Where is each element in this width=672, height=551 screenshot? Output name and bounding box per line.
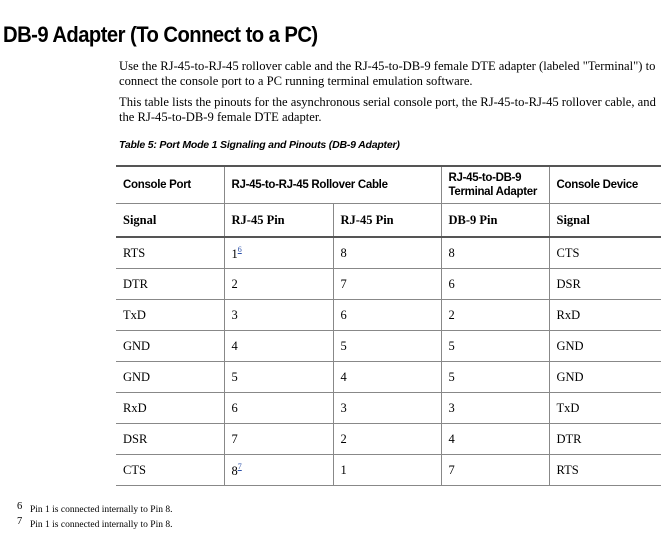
column-header-rj45-pin-b: RJ-45 Pin	[333, 204, 441, 238]
cell-device-signal-value: GND	[556, 369, 584, 384]
group-header-terminal-adapter: RJ-45-to-DB-9 Terminal Adapter	[441, 166, 549, 204]
cell-rj45-pin-b-value: 6	[340, 307, 347, 322]
footnote-number: 6	[17, 501, 23, 512]
group-header-row	[116, 166, 661, 204]
cell-rj45-pin-a-value: 2	[231, 276, 238, 291]
cell-device-signal	[549, 362, 661, 393]
cell-db9-pin	[441, 362, 549, 393]
cell-device-signal	[549, 455, 661, 486]
column-header-device-signal: Signal	[549, 204, 661, 238]
cell-device-signal-value: DSR	[556, 276, 581, 291]
cell-rj45-pin-b-value: 1	[340, 462, 347, 477]
table-row	[116, 237, 661, 269]
cell-console-signal	[116, 424, 224, 455]
table-row	[116, 362, 661, 393]
table-row	[116, 455, 661, 486]
cell-console-signal	[116, 300, 224, 331]
cell-db9-pin-value: 5	[448, 338, 455, 353]
cell-db9-pin-value: 6	[448, 276, 455, 291]
cell-rj45-pin-b-value: 8	[340, 245, 347, 260]
cell-console-signal-value: CTS	[123, 462, 146, 477]
cell-db9-pin	[441, 393, 549, 424]
cell-console-signal	[116, 455, 224, 486]
group-header-rollover-cable: RJ-45-to-RJ-45 Rollover Cable	[224, 166, 441, 204]
cell-rj45-pin-a	[224, 424, 333, 455]
cell-rj45-pin-b	[333, 300, 441, 331]
column-header-row	[116, 204, 661, 238]
column-header-signal: Signal	[116, 204, 224, 238]
table-description-paragraph: This table lists the pinouts for the asynchronous serial console port, the RJ-45-to-RJ-45 rollover cable, and the RJ-45-to-DB-9 female DTE adapter.	[119, 95, 656, 124]
cell-rj45-pin-b	[333, 269, 441, 300]
table-row	[116, 393, 661, 424]
cell-rj45-pin-a	[224, 455, 333, 486]
cell-rj45-pin-b	[333, 455, 441, 486]
footnote-text: Pin 1 is connected internally to Pin 8.	[30, 505, 173, 515]
intro-paragraph: Use the RJ-45-to-RJ-45 rollover cable and the RJ-45-to-DB-9 female DTE adapter (labeled "Terminal") to connect the console port to a PC running terminal emulation software.	[119, 59, 656, 88]
cell-rj45-pin-a-value: 3	[231, 307, 238, 322]
cell-device-signal-value: DTR	[556, 431, 582, 446]
cell-rj45-pin-a-value: 1	[231, 246, 238, 261]
group-header-console-port: Console Port	[116, 166, 224, 204]
cell-rj45-pin-b-value: 7	[340, 276, 347, 291]
column-header-db9-pin: DB-9 Pin	[441, 204, 549, 238]
footnote-reference-link[interactable]: 7	[237, 461, 242, 471]
cell-rj45-pin-b	[333, 362, 441, 393]
table-caption: Table 5: Port Mode 1 Signaling and Pinouts (DB-9 Adapter)	[119, 139, 400, 151]
cell-rj45-pin-a-value: 4	[231, 338, 238, 353]
cell-db9-pin-value: 7	[448, 462, 455, 477]
cell-device-signal	[549, 393, 661, 424]
cell-rj45-pin-a-value: 6	[231, 400, 238, 415]
cell-db9-pin-value: 4	[448, 431, 455, 446]
table-row	[116, 331, 661, 362]
cell-db9-pin	[441, 424, 549, 455]
page-heading: DB-9 Adapter (To Connect to a PC)	[3, 22, 318, 47]
cell-rj45-pin-b-value: 4	[340, 369, 347, 384]
cell-db9-pin	[441, 237, 549, 269]
cell-rj45-pin-a	[224, 300, 333, 331]
cell-device-signal-value: GND	[556, 338, 584, 353]
cell-db9-pin-value: 3	[448, 400, 455, 415]
cell-device-signal	[549, 331, 661, 362]
cell-device-signal-value: CTS	[556, 245, 580, 260]
cell-rj45-pin-a	[224, 237, 333, 269]
cell-console-signal-value: DSR	[123, 431, 148, 446]
footnote-reference-link[interactable]: 6	[237, 244, 242, 254]
cell-console-signal-value: TxD	[123, 307, 146, 322]
cell-rj45-pin-b	[333, 393, 441, 424]
cell-db9-pin	[441, 269, 549, 300]
footnote-6	[17, 501, 172, 515]
cell-db9-pin	[441, 300, 549, 331]
cell-rj45-pin-b-value: 5	[340, 338, 347, 353]
cell-rj45-pin-a-value: 7	[231, 431, 238, 446]
column-header-rj45-pin-a: RJ-45 Pin	[224, 204, 333, 238]
cell-rj45-pin-b	[333, 237, 441, 269]
cell-device-signal	[549, 269, 661, 300]
cell-device-signal-value: RxD	[556, 307, 581, 322]
cell-rj45-pin-a-value: 5	[231, 369, 238, 384]
cell-console-signal-value: DTR	[123, 276, 148, 291]
cell-db9-pin	[441, 455, 549, 486]
cell-console-signal-value: RTS	[123, 245, 146, 260]
cell-device-signal-value: TxD	[556, 400, 580, 415]
cell-rj45-pin-a	[224, 393, 333, 424]
cell-device-signal	[549, 237, 661, 269]
cell-rj45-pin-a	[224, 331, 333, 362]
table-row	[116, 424, 661, 455]
group-header-console-device: Console Device	[549, 166, 661, 204]
cell-db9-pin-value: 5	[448, 369, 455, 384]
cell-console-signal	[116, 393, 224, 424]
cell-device-signal	[549, 424, 661, 455]
cell-db9-pin	[441, 331, 549, 362]
cell-rj45-pin-a	[224, 362, 333, 393]
cell-rj45-pin-b	[333, 424, 441, 455]
cell-rj45-pin-a-value: 8	[231, 463, 238, 478]
footnote-7	[17, 516, 172, 530]
cell-rj45-pin-a	[224, 269, 333, 300]
cell-rj45-pin-b-value: 2	[340, 431, 347, 446]
footnote-number: 7	[17, 516, 23, 527]
cell-console-signal	[116, 331, 224, 362]
cell-db9-pin-value: 8	[448, 245, 455, 260]
footnote-text: Pin 1 is connected internally to Pin 8.	[30, 520, 173, 530]
cell-console-signal-value: GND	[123, 338, 151, 353]
cell-console-signal	[116, 362, 224, 393]
cell-rj45-pin-b-value: 3	[340, 400, 347, 415]
cell-console-signal-value: RxD	[123, 400, 147, 415]
table-row	[116, 300, 661, 331]
cell-rj45-pin-b	[333, 331, 441, 362]
table-row	[116, 269, 661, 300]
cell-device-signal	[549, 300, 661, 331]
cell-console-signal	[116, 269, 224, 300]
cell-device-signal-value: RTS	[556, 462, 579, 477]
cell-db9-pin-value: 2	[448, 307, 455, 322]
pinout-table	[116, 165, 661, 486]
cell-console-signal	[116, 237, 224, 269]
cell-console-signal-value: GND	[123, 369, 151, 384]
